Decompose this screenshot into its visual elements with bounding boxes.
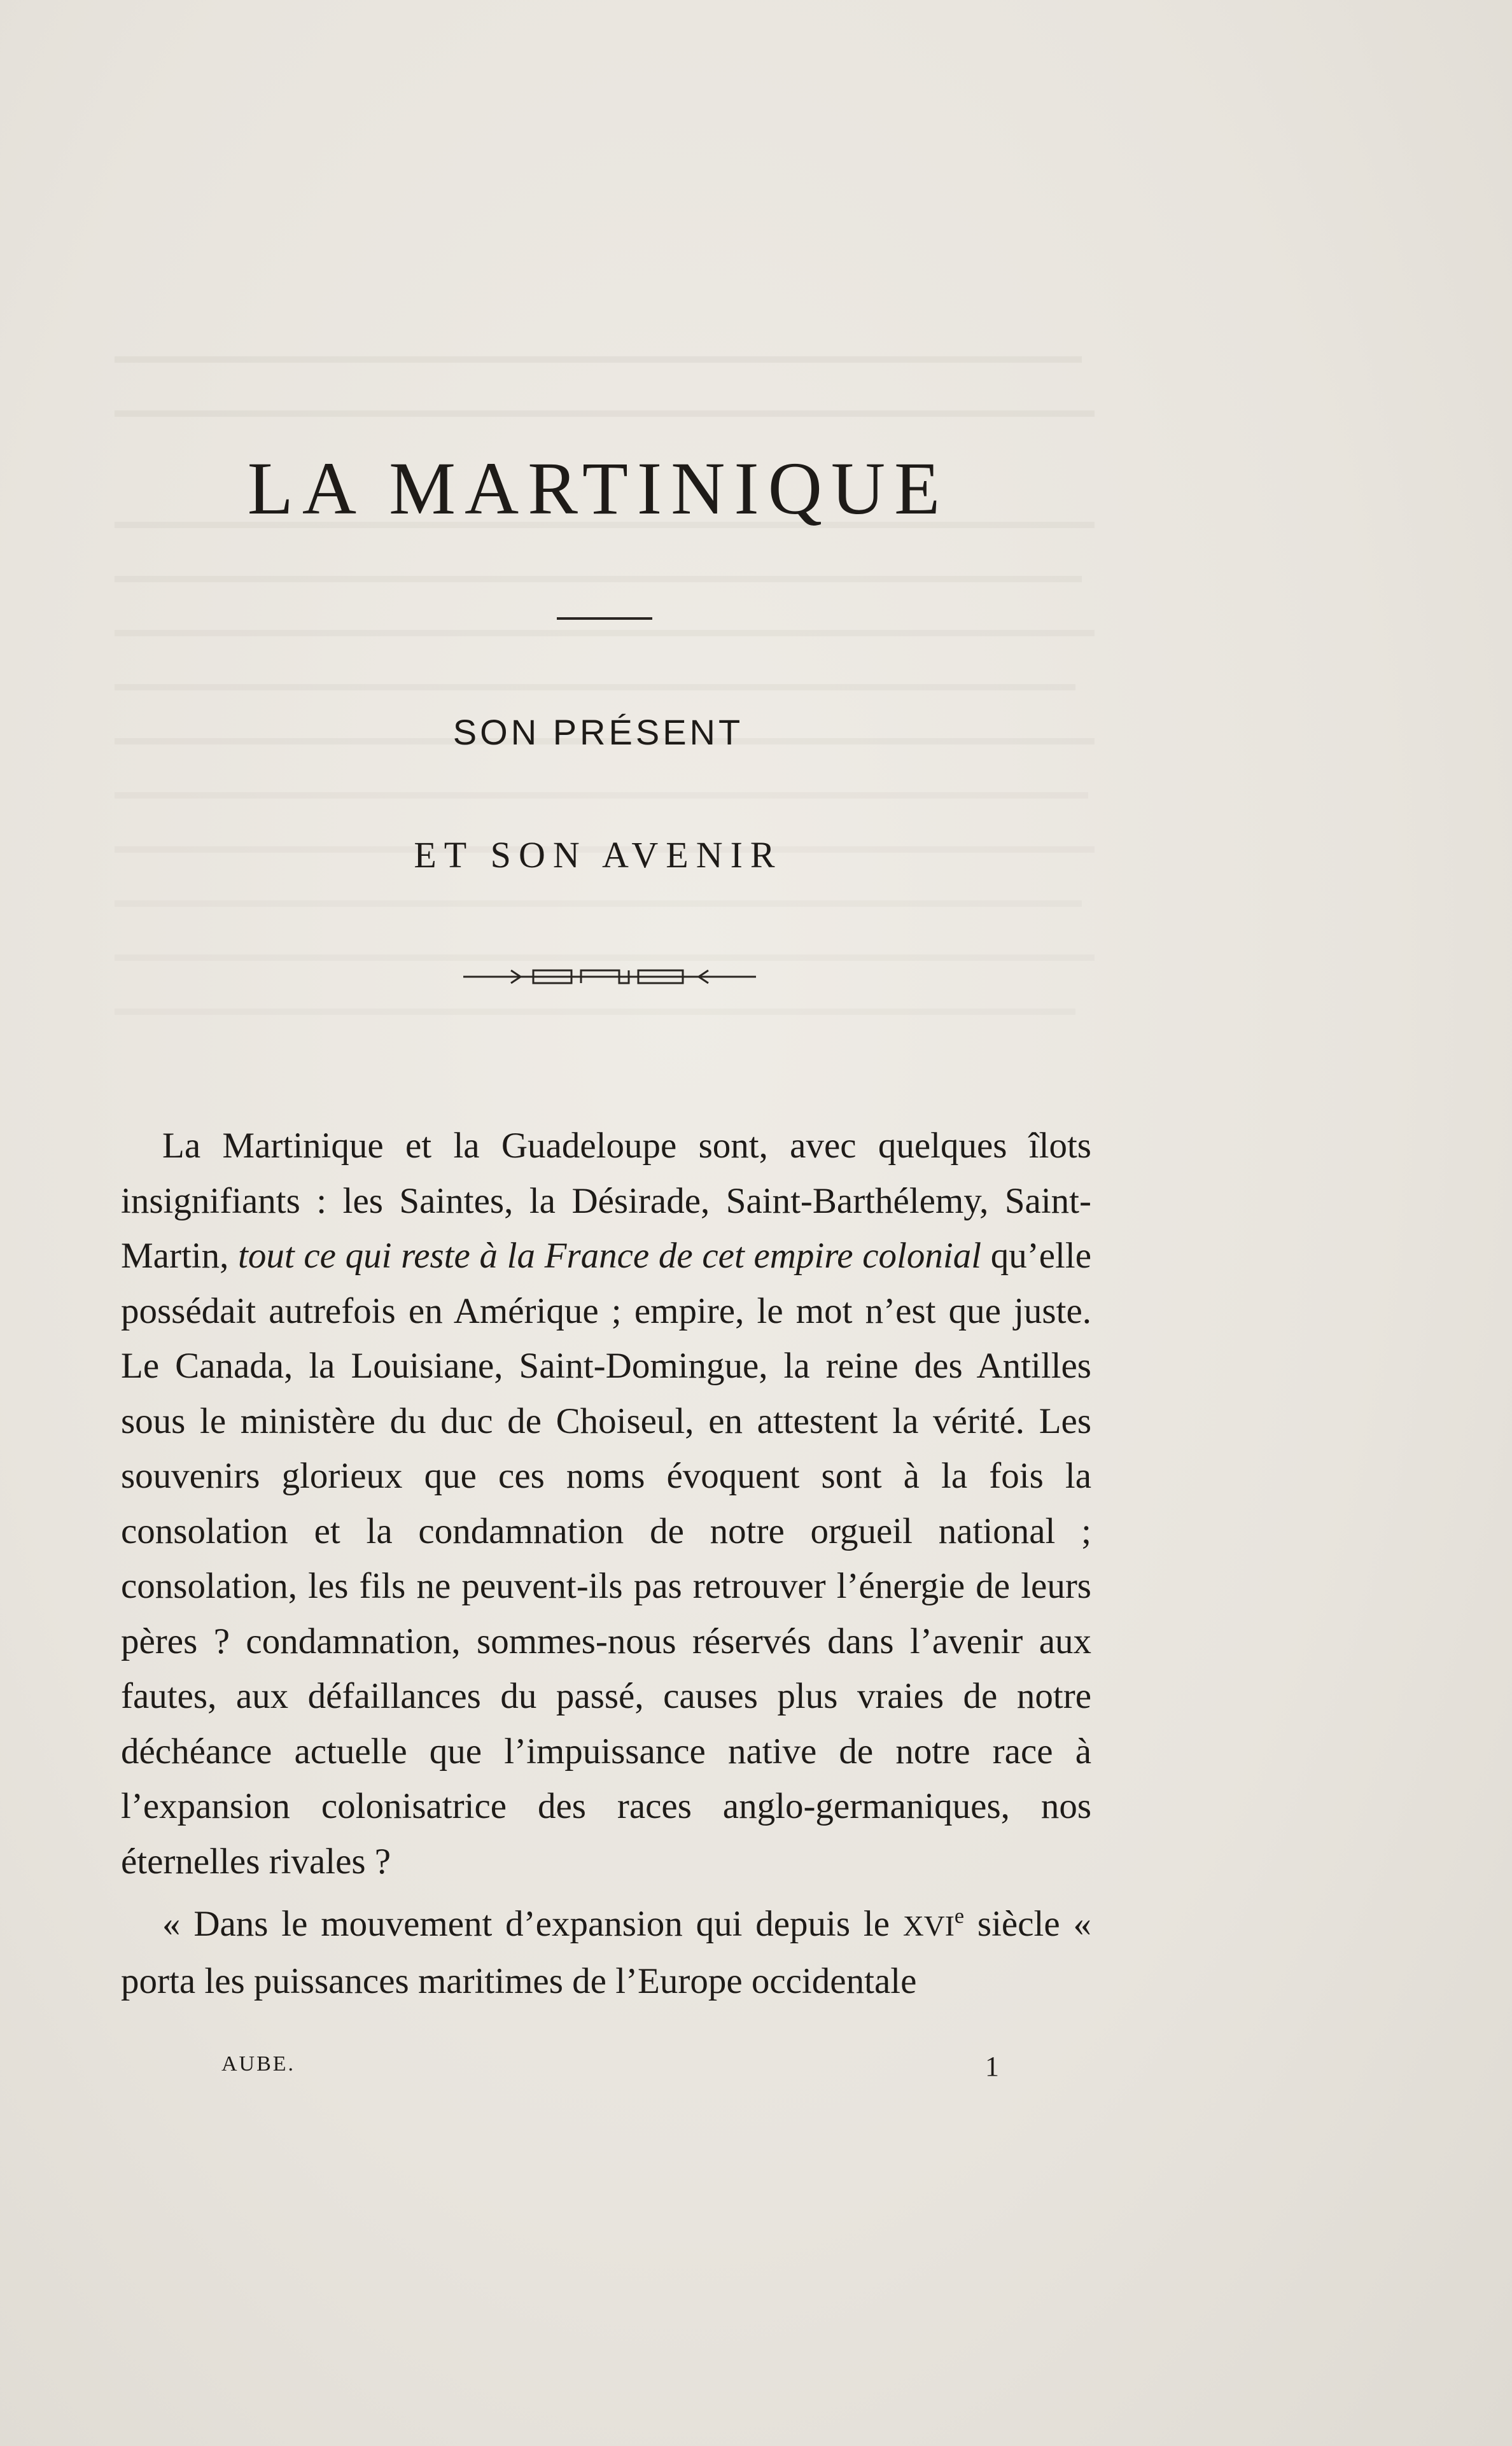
page-title: LA MARTINIQUE: [247, 447, 949, 530]
century-superscript: e: [954, 1904, 965, 1928]
signature-mark: AUBE.: [221, 2052, 296, 2076]
title-rule: [557, 617, 652, 620]
paragraph-2-start: « Dans le mouvement d’expansion qui depuis le: [162, 1904, 903, 1944]
paragraph-1-italic: tout ce qui reste à la France de cet empire colonial: [238, 1236, 982, 1276]
paragraph-1-end: qu’elle possédait autrefois en Amérique ; empire, le mot n’est que juste. Le Canada, la Louisiane, Saint-Domingue, la reine des Antilles sous le ministère du duc de Choiseul, en attestent la vérité. Les souvenirs glorieux que ces noms évoquent sont à la fois la consolation et la condamnation de notre orgueil national ; consolation, les fils ne peuvent-ils pas retrouver l’énergie de leurs pères ? condamnation, sommes-nous réservés dans l’avenir aux fautes, aux défaillances du passé, causes plus vraies de notre déchéance actuelle que l’impuissance native de notre race à l’expansion colonisatrice des races anglo-germaniques, nos éternelles rivales ?: [121, 1236, 1091, 1882]
decorative-ornament: [463, 964, 756, 989]
paragraph-2: [121, 1889, 1091, 2009]
subtitle-present: SON PRÉSENT: [452, 712, 744, 752]
paragraph-1: [121, 1119, 1091, 1889]
body-text: [121, 1119, 1091, 2009]
page-number: 1: [985, 2051, 999, 2082]
century-numeral: XVI: [902, 1910, 955, 1942]
paragraph-1-start: La Martinique et la Guadeloupe sont, avec quelques îlots insignifiants : les Saintes, la Désirade, Saint-Barthélemy, Saint-Martin,: [121, 1126, 1091, 1276]
subtitle-avenir: ET SON AVENIR: [414, 834, 783, 876]
paragraph-2-end: siècle « porta les puissances maritimes de l’Europe occidentale: [121, 1904, 1091, 2001]
